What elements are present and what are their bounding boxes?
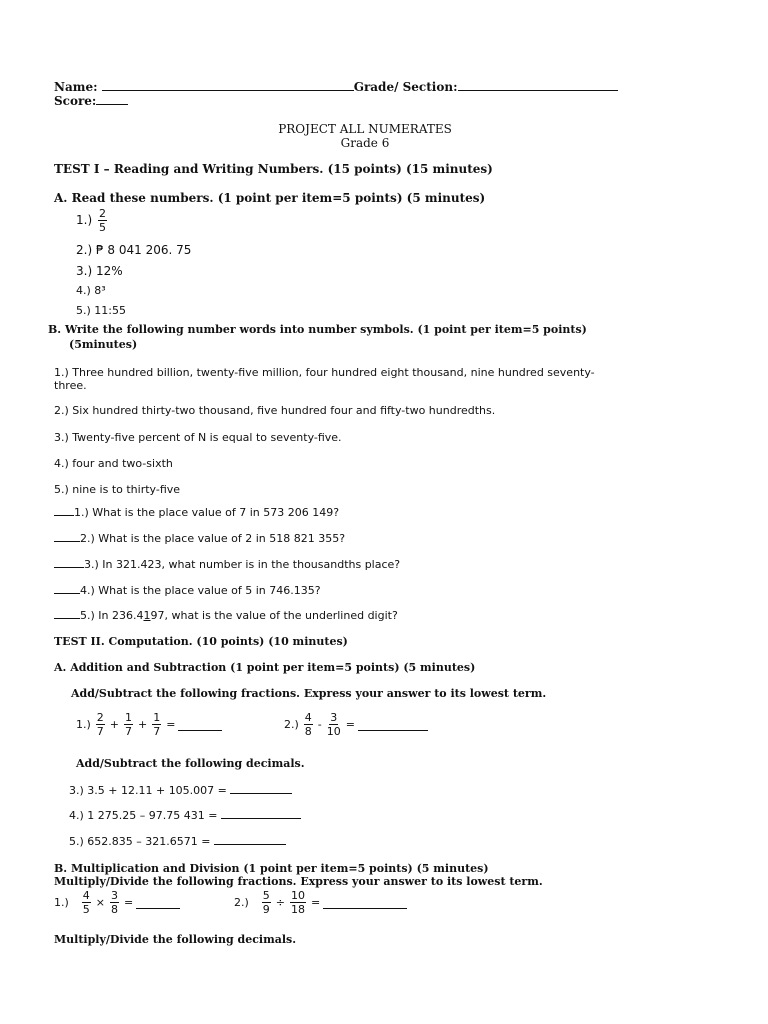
name-row <box>54 80 618 94</box>
answer-blank[interactable] <box>358 718 428 731</box>
test1-a-item-1: 1.) $\frac{2}{5}$ <box>76 207 106 234</box>
test1-b-item-5: 5.) nine is to thirty-five <box>54 483 181 496</box>
test2-partB-heading: B. Multiplication and Division (1 point per item=5 points) (5 minutes) <box>54 862 489 875</box>
fraction: $\frac{4}{5}$ <box>82 889 90 916</box>
test2-partA-instruction-decimals: Add/Subtract the following decimals. <box>76 757 305 770</box>
decimal-problem-3: 3.) 3.5 + 12.11 + 105.007 = <box>69 784 292 797</box>
test1-partB-heading-2: (5minutes) <box>69 338 138 351</box>
test1-partB-heading: B. Write the following number words into number symbols. (1 point per item=5 points) <box>48 323 587 336</box>
fraction: $\frac{2}{5}$ <box>98 207 106 234</box>
test1-c-item-1: 1.) What is the place value of 7 in 573 206 149? <box>54 506 339 519</box>
name-label: Name: <box>54 80 98 94</box>
test1-b-item-1: 1.) Three hundred billion, twenty-five million, four hundred eight thousand, nine hundred seventy- <box>54 366 595 379</box>
add-fraction-problem-1: 1.) $\frac{2}{7}$ + $\frac{1}{7}$ + $\frac{1}{7}$ = <box>76 712 222 737</box>
test2-partB-instruction-decimals: Multiply/Divide the following decimals. <box>54 933 297 946</box>
multiply-fraction-problem-1: 1.) $\frac{4}{5}$ × $\frac{3}{8}$ = <box>54 890 180 915</box>
fraction: $\frac{1}{7}$ <box>125 711 133 738</box>
page-subtitle: Grade 6 <box>340 136 390 150</box>
test1-a-item-3: 3.) 12% <box>76 264 123 278</box>
test2-partA-instruction-fractions: Add/Subtract the following fractions. Express your answer to its lowest term. <box>71 687 547 700</box>
divide-fraction-problem-2: 2.) $\frac{5}{9}$ ÷ $\frac{10}{18}$ = <box>234 890 407 915</box>
grade-section-label: Grade/ Section: <box>353 80 458 94</box>
answer-blank[interactable] <box>54 618 80 619</box>
fraction: $\frac{10}{18}$ <box>291 889 306 916</box>
score-row <box>54 94 128 108</box>
test1-c-item-3: 3.) In 321.423, what number is in the thousandths place? <box>54 558 400 571</box>
test1-b-item-1-cont: three. <box>54 379 87 392</box>
test1-c-item-4: 4.) What is the place value of 5 in 746.135? <box>54 584 321 597</box>
decimal-problem-5: 5.) 652.835 – 321.6571 = <box>69 835 286 848</box>
fraction: $\frac{3}{8}$ <box>111 889 119 916</box>
test1-b-item-3: 3.) Twenty-five percent of N is equal to seventy-five. <box>54 431 342 444</box>
test1-b-item-2: 2.) Six hundred thirty-two thousand, five hundred four and fifty-two hundredths. <box>54 404 496 417</box>
fraction: $\frac{3}{10}$ <box>326 711 341 738</box>
answer-blank[interactable] <box>54 593 80 594</box>
page-title: PROJECT ALL NUMERATES <box>278 122 452 136</box>
answer-blank[interactable] <box>54 567 84 568</box>
test2-partB-instruction-fractions: Multiply/Divide the following fractions. Express your answer to its lowest term. <box>54 875 543 888</box>
test2-heading: TEST II. Computation. (10 points) (10 minutes) <box>54 635 348 648</box>
test2-partA-heading: A. Addition and Subtraction (1 point per item=5 points) (5 minutes) <box>54 661 476 674</box>
score-field[interactable] <box>96 104 128 105</box>
test1-b-item-4: 4.) four and two-sixth <box>54 457 173 470</box>
answer-blank[interactable] <box>54 541 80 542</box>
test1-c-item-2: 2.) What is the place value of 2 in 518 821 355? <box>54 532 345 545</box>
fraction: $\frac{5}{9}$ <box>262 889 270 916</box>
test1-partA-heading: A. Read these numbers. (1 point per item=5 points) (5 minutes) <box>54 191 486 205</box>
answer-blank[interactable] <box>221 818 301 819</box>
answer-blank[interactable] <box>178 718 222 731</box>
answer-blank[interactable] <box>230 793 292 794</box>
answer-blank[interactable] <box>136 896 180 909</box>
name-field[interactable] <box>102 90 354 91</box>
subtract-fraction-problem-2: 2.) $\frac{4}{8}$ - $\frac{3}{10}$ = <box>284 712 428 737</box>
score-label: Score: <box>54 94 97 108</box>
underlined-digit: 1 <box>143 609 151 622</box>
test1-heading: TEST I – Reading and Writing Numbers. (15 points) (15 minutes) <box>54 162 493 176</box>
fraction: $\frac{2}{7}$ <box>96 711 104 738</box>
test1-a-item-5: 5.) 11:55 <box>76 304 126 317</box>
test1-a-item-4: 4.) 8³ <box>76 284 106 297</box>
grade-section-field[interactable] <box>458 90 618 91</box>
answer-blank[interactable] <box>54 515 74 516</box>
decimal-problem-4: 4.) 1 275.25 – 97.75 431 = <box>69 809 301 822</box>
fraction: $\frac{4}{8}$ <box>304 711 312 738</box>
test1-a-item-2: 2.) ₱ 8 041 206. 75 <box>76 243 192 257</box>
test1-c-item-5: 5.) In 236.4197, what is the value of the underlined digit? <box>54 609 398 622</box>
fraction: $\frac{1}{7}$ <box>153 711 161 738</box>
answer-blank[interactable] <box>323 896 407 909</box>
answer-blank[interactable] <box>214 844 286 845</box>
